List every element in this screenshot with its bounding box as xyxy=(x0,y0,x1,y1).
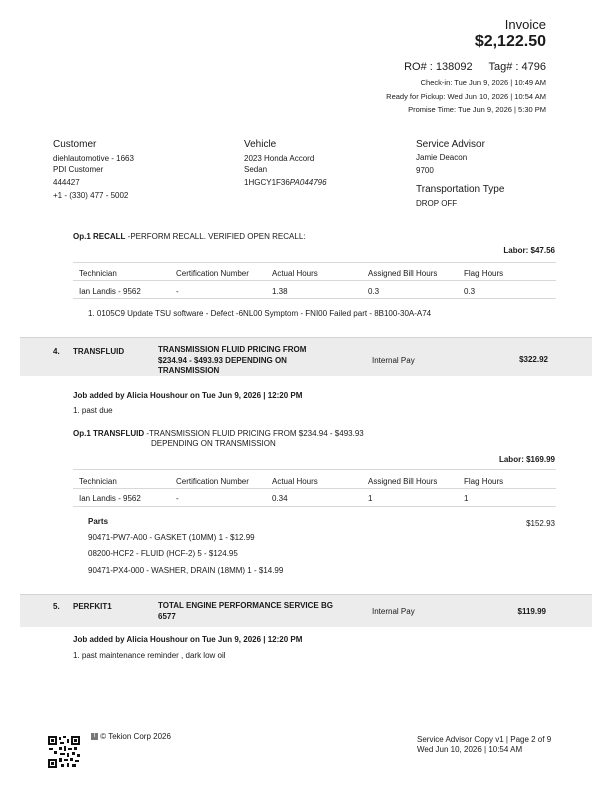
invoice-total: $2,122.50 xyxy=(474,33,546,50)
cell-certification: - xyxy=(176,287,179,296)
job4-number: 4. xyxy=(53,347,60,356)
vehicle-body: Sedan xyxy=(244,165,268,174)
cell-certification: - xyxy=(176,494,179,503)
job5-added-by: Job added by Alicia Houshour on Tue Jun 9, 2026 | 12:20 PM xyxy=(73,635,303,644)
job4-op-line xyxy=(73,429,364,439)
checkin-time: Check-in: Tue Jun 9, 2026 | 10:49 AM xyxy=(420,78,546,87)
advisor-name: Jamie Deacon xyxy=(416,153,468,162)
parts-heading: Parts xyxy=(88,517,109,526)
qr-code-icon xyxy=(48,736,80,768)
job4-op-desc: -TRANSMISSION FLUID PRICING FROM $234.94 - $493.93 xyxy=(144,429,364,438)
copyright xyxy=(91,732,171,741)
job5-title xyxy=(158,601,333,622)
printed-time: Wed Jun 10, 2026 | 10:54 AM xyxy=(417,745,523,754)
table-top-rule xyxy=(73,262,556,263)
col-flag-hours: Flag Hours xyxy=(464,477,504,486)
transport-heading: Transportation Type xyxy=(416,184,505,195)
table-bottom-rule xyxy=(73,298,556,299)
col-flag-hours: Flag Hours xyxy=(464,269,504,278)
recall-op-line xyxy=(73,232,306,241)
job5-pay-type: Internal Pay xyxy=(372,607,415,616)
cell-actual-hours: 1.38 xyxy=(272,287,288,296)
col-actual-hours: Actual Hours xyxy=(272,269,318,278)
cell-technician: Ian Landis - 9562 xyxy=(79,494,141,503)
job5-amount: $119.99 xyxy=(517,607,546,616)
part-line: 90471-PX4-000 - WASHER, DRAIN (18MM) 1 - $14.99 xyxy=(88,566,284,575)
advisor-id: 9700 xyxy=(416,166,434,175)
recall-op-code: Op.1 RECALL xyxy=(73,232,126,241)
promise-time: Promise Time: Tue Jun 9, 2026 | 5:30 PM xyxy=(408,105,546,114)
job4-title-line3: TRANSMISSION xyxy=(158,366,220,375)
part-line: 90471-PW7-A00 - GASKET (10MM) 1 - $12.99 xyxy=(88,533,255,542)
job4-op-desc2: DEPENDING ON TRANSMISSION xyxy=(151,439,276,448)
col-technician: Technician xyxy=(79,477,117,486)
customer-phone: +1 - (330) 477 - 5002 xyxy=(53,191,129,200)
job5-title-line1: TOTAL ENGINE PERFORMANCE SERVICE BG xyxy=(158,601,333,610)
job4-amount: $322.92 xyxy=(519,355,548,364)
job4-concern: 1. past due xyxy=(73,406,113,415)
job5-code: PERFKIT1 xyxy=(73,602,112,611)
cell-flag-hours: 0.3 xyxy=(464,287,476,296)
recall-labor: Labor: $47.56 xyxy=(503,246,555,255)
vin-prefix: 1HGCY1F36 xyxy=(244,178,290,187)
customer-name: diehlautomotive - 1663 xyxy=(53,154,134,163)
job5-title-line2: 6577 xyxy=(158,611,176,621)
job5-concern: 1. past maintenance reminder , dark low oil xyxy=(73,651,226,660)
ro-label: RO# : 138092 xyxy=(404,61,473,73)
transport-value: DROP OFF xyxy=(416,199,458,208)
job4-labor: Labor: $169.99 xyxy=(498,455,555,464)
vehicle-vin xyxy=(244,178,327,187)
copy-info: Service Advisor Copy v1 | Page 2 of 9 xyxy=(417,735,552,744)
cell-flag-hours: 1 xyxy=(464,494,469,503)
col-certification: Certification Number xyxy=(176,477,249,486)
copyright-text: © Tekion Corp 2026 xyxy=(100,732,171,741)
table-top-rule xyxy=(73,469,556,470)
vehicle-model: 2023 Honda Accord xyxy=(244,154,315,163)
job4-added-by: Job added by Alicia Houshour on Tue Jun 9, 2026 | 12:20 PM xyxy=(73,391,303,400)
customer-type: PDI Customer xyxy=(53,165,104,174)
col-technician: Technician xyxy=(79,269,117,278)
part-line: 08200-HCF2 - FLUID (HCF-2) 5 - $124.95 xyxy=(88,549,238,558)
cell-actual-hours: 0.34 xyxy=(272,494,288,503)
customer-heading: Customer xyxy=(53,139,97,150)
vin-suffix: PA044796 xyxy=(289,178,327,187)
table-bottom-rule xyxy=(73,506,556,507)
vehicle-heading: Vehicle xyxy=(244,139,277,150)
cell-technician: Ian Landis - 9562 xyxy=(79,287,141,296)
ready-pickup-time: Ready for Pickup: Wed Jun 10, 2026 | 10:54 AM xyxy=(386,92,546,101)
col-certification: Certification Number xyxy=(176,269,249,278)
recall-op-desc: -PERFORM RECALL. VERIFIED OPEN RECALL: xyxy=(125,232,306,241)
job5-number: 5. xyxy=(53,602,60,611)
cell-assigned-bill-hours: 0.3 xyxy=(368,287,380,296)
table-header-rule xyxy=(73,488,556,489)
job4-op-code: Op.1 TRANSFLUID xyxy=(73,429,145,438)
job4-title-line1: TRANSMISSION FLUID PRICING FROM xyxy=(158,345,307,354)
recall-note: 1. 0105C9 Update TSU software - Defect -6NL00 Symptom - FNI00 Failed part - 8B100-30A-A74 xyxy=(88,309,432,318)
tag-label: Tag# : 4796 xyxy=(488,61,546,73)
parts-total: $152.93 xyxy=(526,519,555,528)
col-actual-hours: Actual Hours xyxy=(272,477,318,486)
col-assigned-bill-hours: Assigned Bill Hours xyxy=(368,269,438,278)
cell-assigned-bill-hours: 1 xyxy=(368,494,373,503)
job4-title-line2: $234.94 - $493.93 DEPENDING ON xyxy=(158,355,287,365)
job4-title xyxy=(158,345,306,377)
table-header-rule xyxy=(73,280,556,281)
ro-number xyxy=(404,61,546,73)
job4-code: TRANSFLUID xyxy=(73,347,125,356)
customer-number: 444427 xyxy=(53,178,80,187)
job4-pay-type: Internal Pay xyxy=(372,356,415,365)
advisor-heading: Service Advisor xyxy=(416,139,485,150)
document-title: Invoice xyxy=(504,17,546,32)
tekion-logo-icon: T xyxy=(92,733,97,740)
col-assigned-bill-hours: Assigned Bill Hours xyxy=(368,477,438,486)
